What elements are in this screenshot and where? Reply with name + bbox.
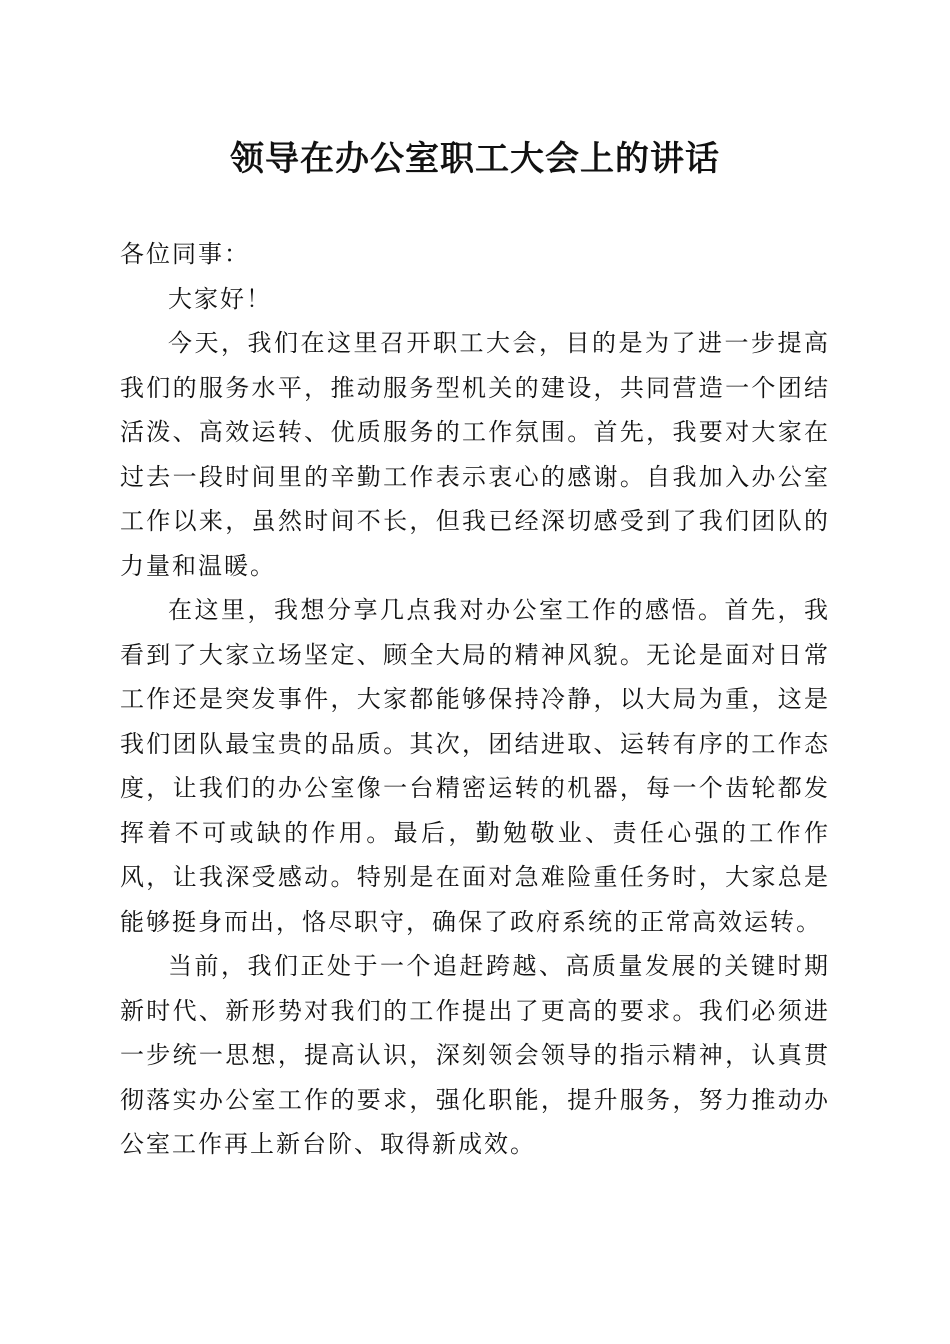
- greeting: 大家好！: [168, 284, 272, 313]
- paragraph-2: 在这里，我想分享几点我对办公室工作的感悟。首先，我看到了大家立场坚定、顾全大局的精神风貌。无论是面对日常工作还是突发事件，大家都能够保持冷静，以大局为重，这是我们团队最宝贵的品质。其次，团结进取、运转有序的工作态度，让我们的办公室像一台精密运转的机器，每一个齿轮都发挥着不可或缺的作用。最后，勤勉敬业、责任心强的工作作风，让我深受感动。特别是在面对急难险重任务时，大家总是能够挺身而出，恪尽职守，确保了政府系统的正常高效运转。: [120, 596, 830, 936]
- salutation: 各位同事：: [120, 240, 250, 268]
- paragraph-1: 今天，我们在这里召开职工大会，目的是为了进一步提高我们的服务水平，推动服务型机关的建设，共同营造一个团结活泼、高效运转、优质服务的工作氛围。首先，我要对大家在过去一段时间里的辛勤工作表示衷心的感谢。自我加入办公室工作以来，虽然时间不长，但我已经深切感受到了我们团队的力量和温暖。: [120, 329, 830, 580]
- document-body: [120, 232, 830, 1167]
- paragraph-3: 当前，我们正处于一个追赶跨越、高质量发展的关键时期新时代、新形势对我们的工作提出了更高的要求。我们必须进一步统一思想，提高认识，深刻领会领导的指示精神，认真贯彻落实办公室工作的要求，强化职能，提升服务，努力推动办公室工作再上新台阶、取得新成效。: [120, 952, 830, 1158]
- page-title: 领导在办公室职工大会上的讲话: [230, 139, 720, 179]
